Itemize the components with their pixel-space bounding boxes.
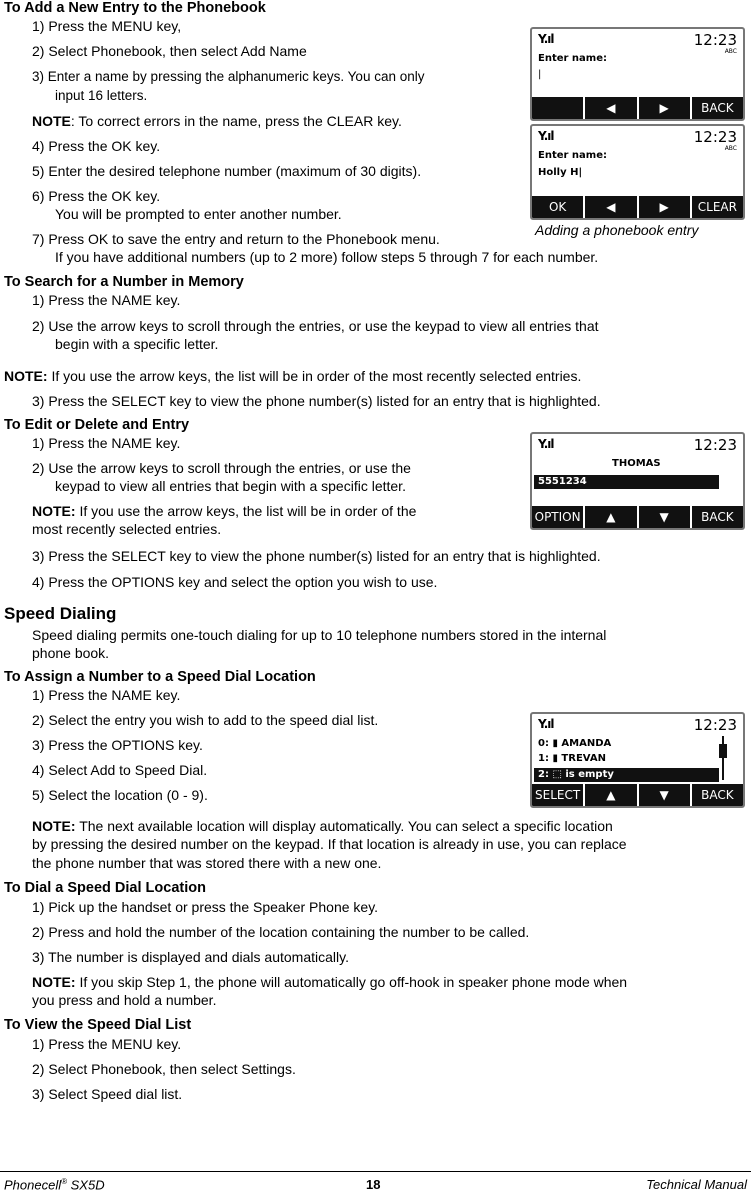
signal-icon: Y.ıl <box>538 129 554 143</box>
note-cont: the phone number that was stored there with a new one. <box>32 855 382 871</box>
softkey-clear: CLEAR <box>692 196 743 218</box>
down-arrow-icon: ▼ <box>639 784 690 806</box>
note: NOTE: If you use the arrow keys, the list will be in order of the <box>32 503 417 519</box>
add-entry-heading: To Add a New Entry to the Phonebook <box>4 0 266 16</box>
phone-screen-name-entered <box>530 124 745 220</box>
highlighted-speed-dial-row: 2: ⬚ is empty <box>534 768 719 782</box>
page-number: 18 <box>366 1177 381 1192</box>
left-arrow-icon: ◀ <box>585 97 636 119</box>
clock: 12:23 <box>693 128 737 146</box>
softkey-bar <box>532 784 743 806</box>
footer-product: Phonecell® SX5D <box>4 1177 105 1193</box>
scrollbar-track <box>722 736 724 780</box>
right-arrow-icon: ▶ <box>639 196 690 218</box>
softkey-bar <box>532 506 743 528</box>
edit-heading: To Edit or Delete and Entry <box>4 417 190 433</box>
input-mode: ABC <box>724 145 737 152</box>
signal-icon: Y.ıl <box>538 717 554 731</box>
assign-heading: To Assign a Number to a Speed Dial Location <box>4 669 316 685</box>
step: 4) Press the OK key. <box>32 138 161 154</box>
paragraph: Speed dialing permits one-touch dialing for up to 10 telephone numbers stored in the internal <box>32 627 607 643</box>
screen-line: Holly H| <box>538 167 583 178</box>
step: 2) Use the arrow keys to scroll through the entries, or use the <box>32 460 411 476</box>
clock: 12:23 <box>693 436 737 454</box>
step: 3) Select Speed dial list. <box>32 1086 183 1102</box>
step: 1) Press the NAME key. <box>32 435 181 451</box>
step-cont: keypad to view all entries that begin with a specific letter. <box>55 478 406 494</box>
speed-dial-row: 0: ▮ AMANDA <box>538 738 612 749</box>
down-arrow-icon: ▼ <box>639 506 690 528</box>
search-heading: To Search for a Number in Memory <box>4 274 244 290</box>
softkey-ok: OK <box>532 196 583 218</box>
left-arrow-icon: ◀ <box>585 196 636 218</box>
view-heading: To View the Speed Dial List <box>4 1017 192 1033</box>
figure-caption: Adding a phonebook entry <box>535 222 699 238</box>
step: 1) Press the MENU key, <box>32 18 182 34</box>
step: 5) Enter the desired telephone number (maximum of 30 digits). <box>32 163 422 179</box>
softkey <box>532 97 583 119</box>
text-cursor: | <box>538 69 542 80</box>
speed-dialing-title: Speed Dialing <box>4 604 117 623</box>
step: 2) Select the entry you wish to add to the speed dial list. <box>32 712 379 728</box>
phone-screen-name-list <box>530 432 745 530</box>
note: NOTE: The next available location will display automatically. You can select a specific location <box>32 818 613 834</box>
step: 3) Press the SELECT key to view the phone number(s) listed for an entry that is highlighted. <box>32 393 601 409</box>
screen-line: Enter name: <box>538 53 607 64</box>
step: 5) Select the location (0 - 9). <box>32 787 208 803</box>
step: 4) Press the OPTIONS key and select the option you wish to use. <box>32 574 438 590</box>
contact-name: THOMAS <box>612 458 661 469</box>
softkey-back: BACK <box>692 784 743 806</box>
step-cont: If you have additional numbers (up to 2 more) follow steps 5 through 7 for each number. <box>55 249 599 265</box>
up-arrow-icon: ▲ <box>585 784 636 806</box>
step-cont: You will be prompted to enter another number. <box>55 206 342 222</box>
step: 3) Press the OPTIONS key. <box>32 737 203 753</box>
footer-manual: Technical Manual <box>646 1177 747 1192</box>
step: 2) Select Phonebook, then select Add Name <box>32 43 307 59</box>
softkey-bar <box>532 196 743 218</box>
screen-line: Enter name: <box>538 150 607 161</box>
step: 1) Press the NAME key. <box>32 292 181 308</box>
signal-icon: Y.ıl <box>538 32 554 46</box>
step: 1) Press the MENU key. <box>32 1036 182 1052</box>
paragraph-cont: phone book. <box>32 645 110 661</box>
clock: 12:23 <box>693 716 737 734</box>
softkey-select: SELECT <box>532 784 583 806</box>
step: 4) Select Add to Speed Dial. <box>32 762 208 778</box>
step: 6) Press the OK key. <box>32 188 161 204</box>
input-mode: ABC <box>724 48 737 55</box>
note: NOTE: If you use the arrow keys, the list will be in order of the most recently selected entries. <box>4 368 582 384</box>
note-cont: you press and hold a number. <box>32 992 217 1008</box>
softkey-back: BACK <box>692 97 743 119</box>
speed-dial-row: 1: ▮ TREVAN <box>538 753 606 764</box>
softkey-bar <box>532 97 743 119</box>
note-cont: by pressing the desired number on the keypad. If that location is already in use, you can replace <box>32 836 627 852</box>
step: 2) Press and hold the number of the location containing the number to be called. <box>32 924 530 940</box>
step: 3) Enter a name by pressing the alphanumeric keys. You can only <box>32 69 425 84</box>
step: 3) The number is displayed and dials automatically. <box>32 949 349 965</box>
phone-screen-speed-dial-list <box>530 712 745 808</box>
signal-icon: Y.ıl <box>538 437 554 451</box>
step: 1) Pick up the handset or press the Speaker Phone key. <box>32 899 379 915</box>
note-cont: most recently selected entries. <box>32 521 222 537</box>
clock: 12:23 <box>693 31 737 49</box>
step: 2) Select Phonebook, then select Settings. <box>32 1061 296 1077</box>
footer-divider <box>0 1171 751 1172</box>
up-arrow-icon: ▲ <box>585 506 636 528</box>
step: 2) Use the arrow keys to scroll through the entries, or use the keypad to view all entries that <box>32 318 599 334</box>
highlighted-number: 5551234 <box>534 475 719 489</box>
step-cont: input 16 letters. <box>55 88 148 103</box>
scrollbar-thumb <box>719 744 727 758</box>
right-arrow-icon: ▶ <box>639 97 690 119</box>
step: 1) Press the NAME key. <box>32 687 181 703</box>
step: 7) Press OK to save the entry and return to the Phonebook menu. <box>32 231 440 247</box>
softkey-back: BACK <box>692 506 743 528</box>
dial-heading: To Dial a Speed Dial Location <box>4 880 206 896</box>
step: 3) Press the SELECT key to view the phone number(s) listed for an entry that is highlighted. <box>32 548 601 564</box>
note: NOTE: To correct errors in the name, press the CLEAR key. <box>32 113 402 129</box>
softkey-option: OPTION <box>532 506 583 528</box>
note: NOTE: If you skip Step 1, the phone will automatically go off-hook in speaker phone mode when <box>32 974 628 990</box>
phone-screen-enter-name <box>530 27 745 121</box>
step-cont: begin with a specific letter. <box>55 336 219 352</box>
